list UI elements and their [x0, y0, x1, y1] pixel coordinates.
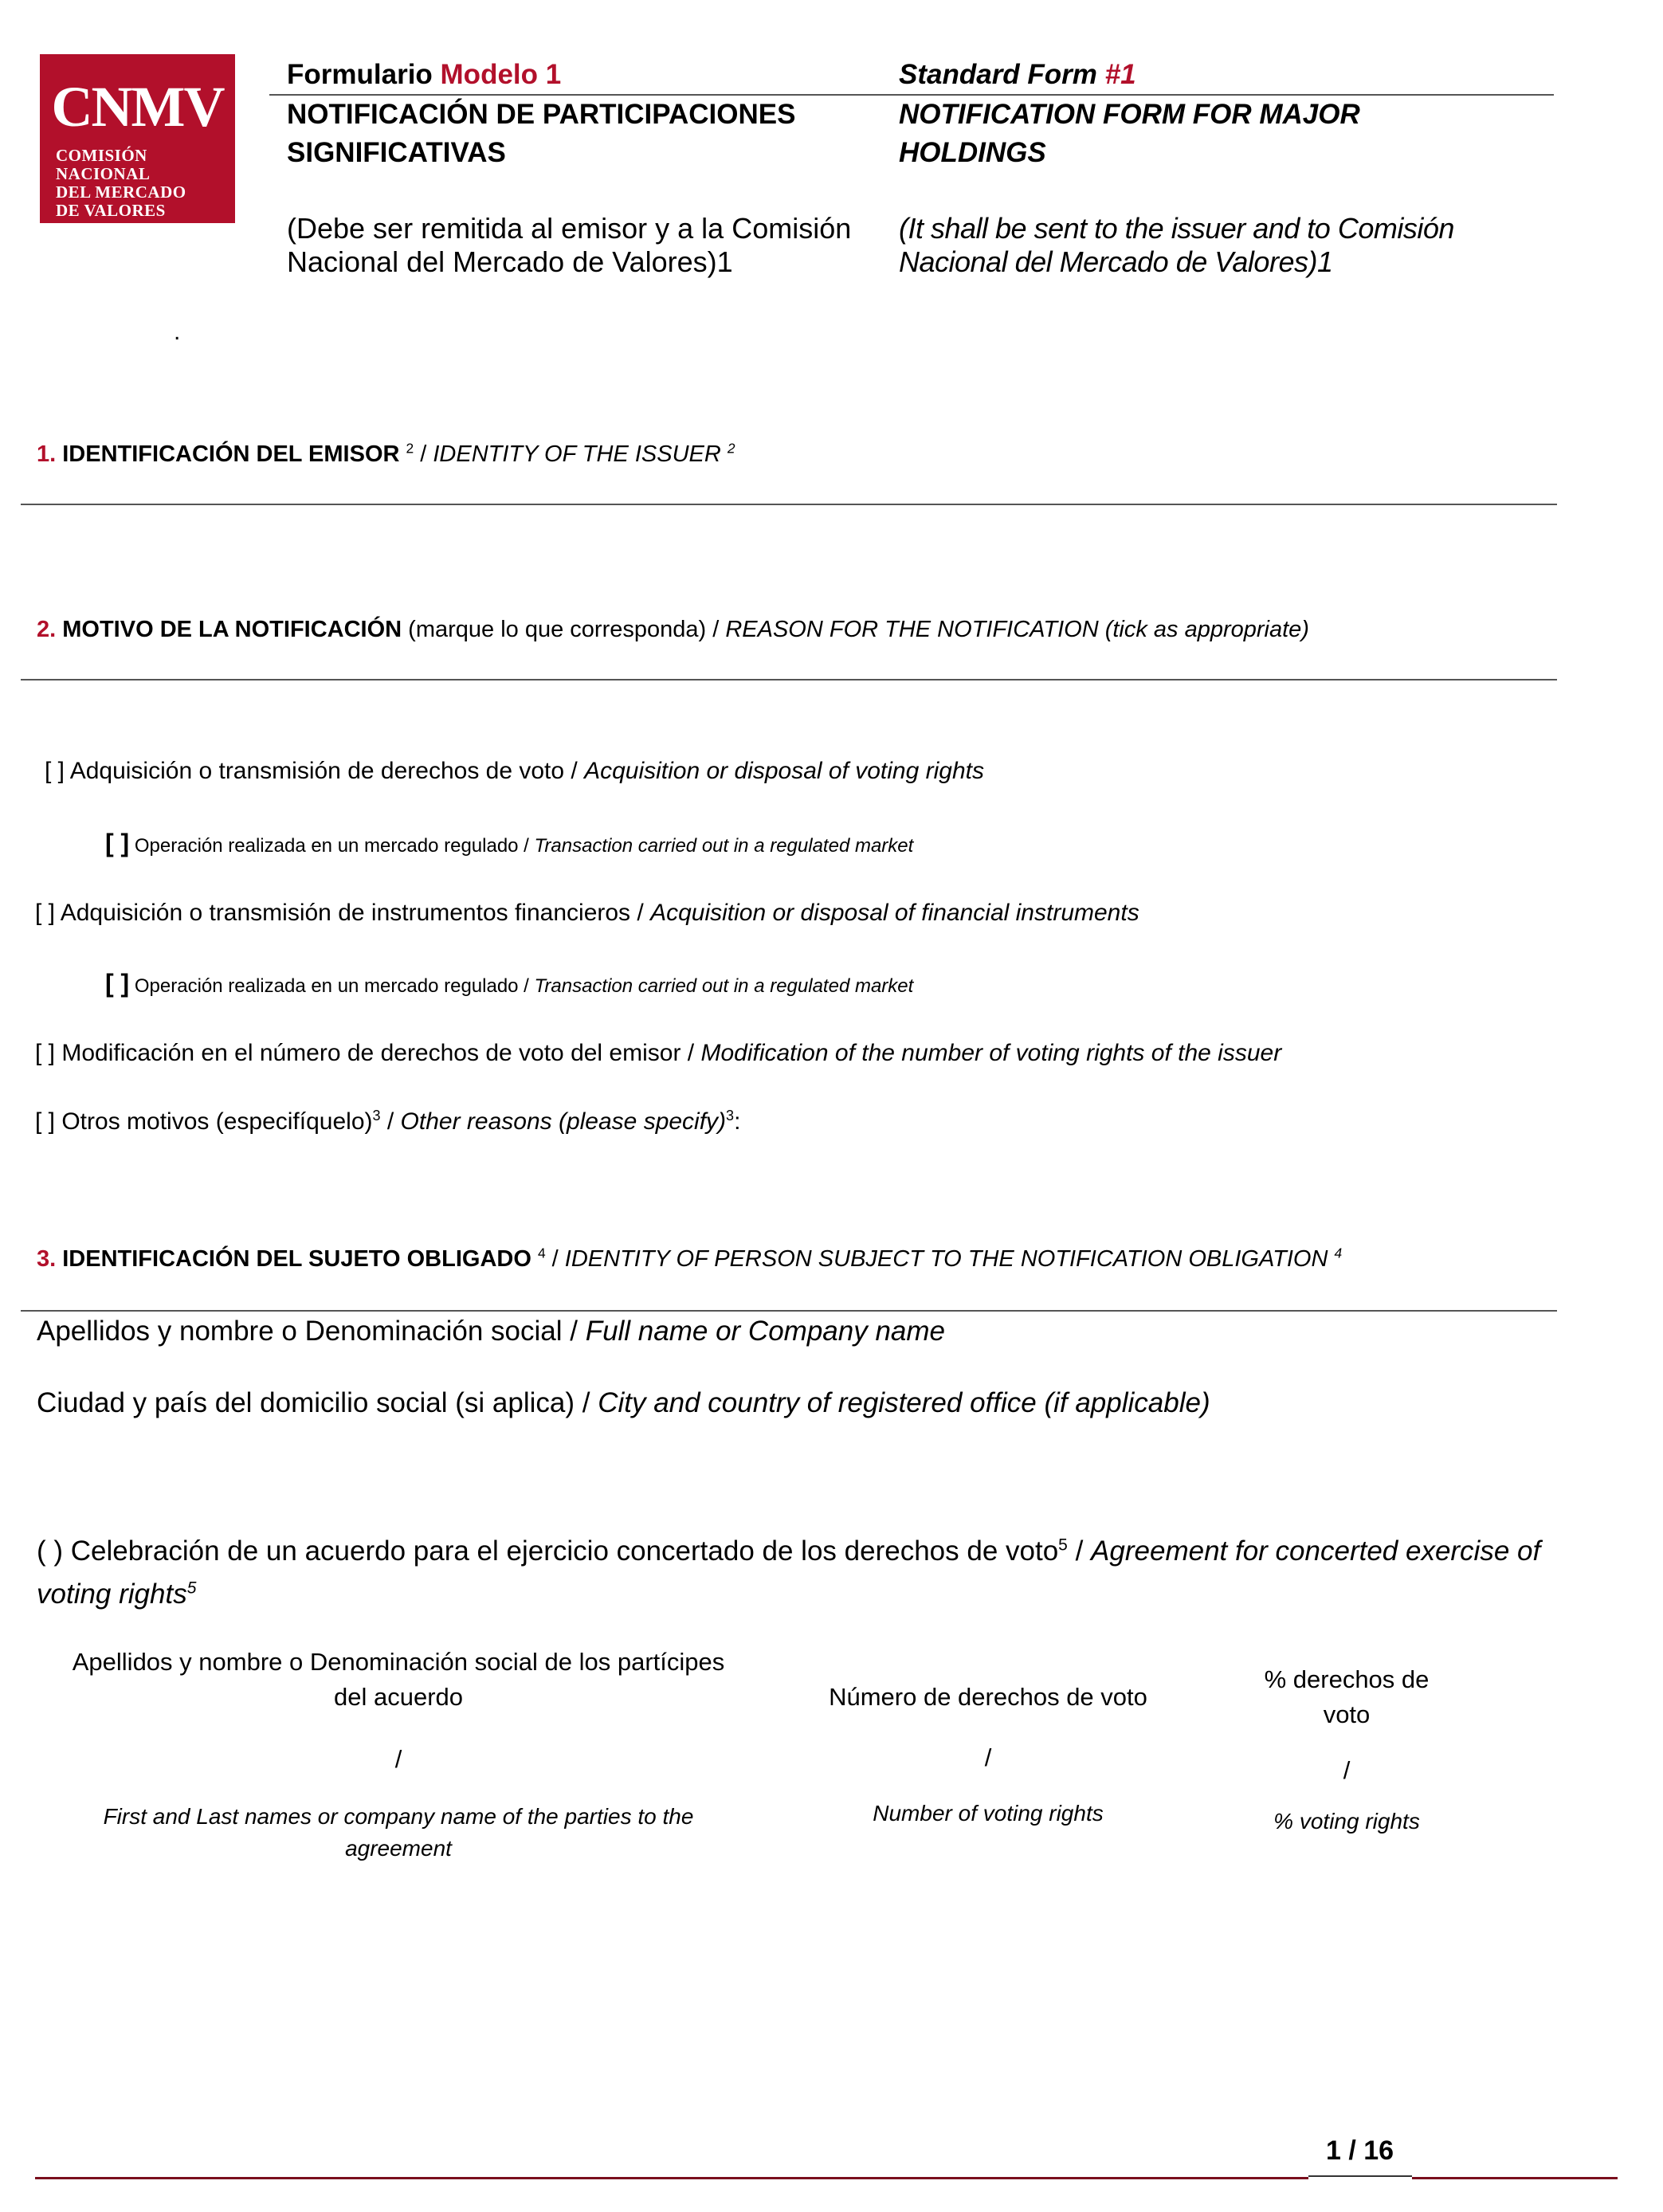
parties-header-slash: /: [394, 1745, 402, 1773]
agreement-radio[interactable]: ( ): [37, 1535, 64, 1567]
section-1-title-es: IDENTIFICACIÓN DEL EMISOR: [56, 441, 406, 467]
option-label-es: Modificación en el número de derechos de voto del emisor /: [55, 1040, 701, 1066]
logo-text: [56, 147, 186, 220]
section-2-note-es: (marque lo que corresponda) /: [402, 617, 726, 642]
option-label-es: Operación realizada en un mercado regulado /: [129, 835, 535, 857]
option-modification-voting-rights[interactable]: [35, 1037, 1281, 1069]
option-label-es: Adquisición o transmisión de derechos de voto /: [65, 758, 585, 784]
agreement-footnote-en: 5: [186, 1579, 197, 1598]
agreement-option[interactable]: [37, 1530, 1559, 1616]
parties-column-header: [48, 1645, 749, 1865]
full-name-label-es: Apellidos y nombre o Denominación social /: [37, 1316, 586, 1347]
option-label-es: Adquisición o transmisión de instrumentos financieros /: [55, 900, 651, 926]
en-form-title-prefix: Standard Form: [899, 59, 1105, 90]
en-heading-line-1: NOTIFICATION FORM FOR MAJOR: [899, 99, 1360, 130]
option-footnote-en: 3: [726, 1108, 735, 1124]
option-voting-regulated-market[interactable]: [105, 827, 913, 862]
logo-line-1: COMISIÓN: [56, 146, 147, 165]
option-sep: /: [380, 1108, 401, 1135]
option-other-reasons[interactable]: [35, 1106, 740, 1138]
option-label-en: Transaction carried out in a regulated market: [534, 835, 914, 857]
parties-header-es-1: Apellidos y nombre o Denominación social de los partícipes: [72, 1648, 725, 1676]
option-label-en: Transaction carried out in a regulated market: [534, 975, 914, 997]
checkbox[interactable]: [ ]: [35, 1108, 56, 1135]
voting-rights-column-header: [797, 1680, 1179, 1830]
section-1-footnote-en: 2: [727, 440, 735, 457]
en-form-number: #1: [1104, 59, 1136, 90]
footer-rule-right: [1412, 2177, 1618, 2179]
option-voting-rights[interactable]: [45, 755, 984, 787]
agreement-label-en-2: voting rights: [37, 1579, 187, 1610]
option-label-en: Acquisition or disposal of voting rights: [584, 758, 984, 784]
city-label-en: City and country of registered office (if applicable): [598, 1387, 1210, 1418]
parties-header-es-2: del acuerdo: [333, 1683, 463, 1711]
checkbox[interactable]: [ ]: [45, 758, 65, 784]
logo-acronym: CNMV: [51, 75, 224, 139]
section-3-footnote-en: 4: [1334, 1245, 1343, 1261]
section-1-rule: [21, 504, 1557, 505]
option-label-en: Acquisition or disposal of financial instruments: [650, 900, 1139, 926]
option-label-en: Other reasons (please specify): [400, 1108, 727, 1135]
es-form-model: Modelo 1: [440, 59, 562, 90]
footer-rule-left: [35, 2177, 1308, 2179]
cnmv-logo: [40, 54, 235, 223]
section-3-rule: [21, 1310, 1557, 1312]
es-form-title-prefix: Formulario: [287, 59, 441, 90]
option-instruments-regulated-market[interactable]: [105, 967, 913, 1002]
percent-header-es-1: % derechos de: [1264, 1665, 1430, 1693]
city-label-es: Ciudad y país del domicilio social (si aplica) /: [37, 1387, 598, 1418]
en-note-line-2: Nacional del Mercado de Valores)1: [899, 245, 1333, 278]
footer-rule-middle: [1308, 2175, 1412, 2177]
agreement-footnote: 5: [1058, 1535, 1068, 1555]
section-1-title: [37, 438, 735, 470]
es-heading-line-2: SIGNIFICATIVAS: [287, 137, 506, 168]
percent-header-slash: /: [1343, 1756, 1351, 1784]
es-note-line-2: Nacional del Mercado de Valores)1: [287, 245, 733, 278]
option-colon: :: [734, 1108, 741, 1135]
en-note-line-1: (It shall be sent to the issuer and to Comisión: [899, 212, 1454, 245]
option-label-es: Operación realizada en un mercado regulado /: [129, 975, 535, 997]
logo-line-2: NACIONAL: [56, 164, 151, 183]
es-note: [287, 212, 851, 279]
parties-header-en-2: agreement: [345, 1836, 452, 1861]
section-2-rule: [21, 679, 1557, 680]
full-name-label-en: Full name or Company name: [585, 1316, 945, 1347]
voting-rights-header-es: Número de derechos de voto: [829, 1683, 1147, 1711]
checkbox[interactable]: [ ]: [105, 829, 130, 857]
agreement-label-es: Celebración de un acuerdo para el ejercicio concertado de los derechos de voto: [63, 1535, 1059, 1567]
voting-rights-header-slash: /: [984, 1743, 992, 1771]
percent-header-en: % voting rights: [1273, 1809, 1420, 1834]
parties-header-en-1: First and Last names or company name of the parties to the: [103, 1804, 694, 1829]
section-3-sep: /: [545, 1246, 565, 1272]
section-1-number: 1.: [37, 441, 57, 467]
es-note-line-1: (Debe ser remitida al emisor y a la Comisión: [287, 212, 852, 245]
option-financial-instruments[interactable]: [35, 897, 1139, 929]
header-dot: .: [174, 319, 181, 345]
en-heading: [899, 96, 1360, 172]
logo-line-3: DEL MERCADO: [56, 182, 186, 202]
section-1-sep: /: [414, 441, 433, 467]
voting-rights-header-en: Number of voting rights: [873, 1801, 1104, 1826]
en-note: [899, 212, 1454, 279]
en-heading-line-2: HOLDINGS: [899, 137, 1046, 168]
logo-line-4: DE VALORES: [56, 201, 166, 220]
full-name-field[interactable]: [37, 1313, 945, 1350]
agreement-sep: /: [1067, 1535, 1092, 1567]
option-label-en: Modification of the number of voting rights of the issuer: [700, 1040, 1282, 1066]
checkbox[interactable]: [ ]: [35, 900, 56, 926]
section-2-title-es: MOTIVO DE LA NOTIFICACIÓN: [56, 617, 402, 642]
section-3-number: 3.: [37, 1246, 57, 1272]
es-heading-line-1: NOTIFICACIÓN DE PARTICIPACIONES: [287, 99, 796, 130]
checkbox[interactable]: [ ]: [35, 1040, 56, 1066]
section-2-title-en: REASON FOR THE NOTIFICATION (tick as appropriate): [725, 617, 1309, 642]
section-3-title: [37, 1243, 1342, 1275]
percent-header-es-2: voto: [1323, 1700, 1371, 1728]
es-form-title: [287, 56, 561, 94]
en-form-title: [899, 56, 1136, 94]
checkbox[interactable]: [ ]: [105, 969, 130, 998]
section-3-title-en: IDENTITY OF PERSON SUBJECT TO THE NOTIFICATION OBLIGATION: [564, 1246, 1335, 1272]
section-2-number: 2.: [37, 617, 57, 642]
section-3-title-es: IDENTIFICACIÓN DEL SUJETO OBLIGADO: [56, 1246, 538, 1272]
option-footnote: 3: [372, 1108, 381, 1124]
agreement-label-en: Agreement for concerted exercise of: [1091, 1535, 1541, 1567]
section-1-title-en: IDENTITY OF THE ISSUER: [433, 441, 728, 467]
section-1-footnote: 2: [406, 440, 414, 457]
city-country-field[interactable]: [37, 1385, 1210, 1422]
option-label-es: Otros motivos (especifíquelo): [55, 1108, 373, 1135]
percent-voting-rights-column-header: [1227, 1662, 1466, 1837]
es-heading: [287, 96, 795, 172]
page-number: 1 / 16: [1326, 2136, 1394, 2166]
section-2-title: [37, 614, 1309, 645]
section-3-footnote: 4: [537, 1245, 546, 1261]
